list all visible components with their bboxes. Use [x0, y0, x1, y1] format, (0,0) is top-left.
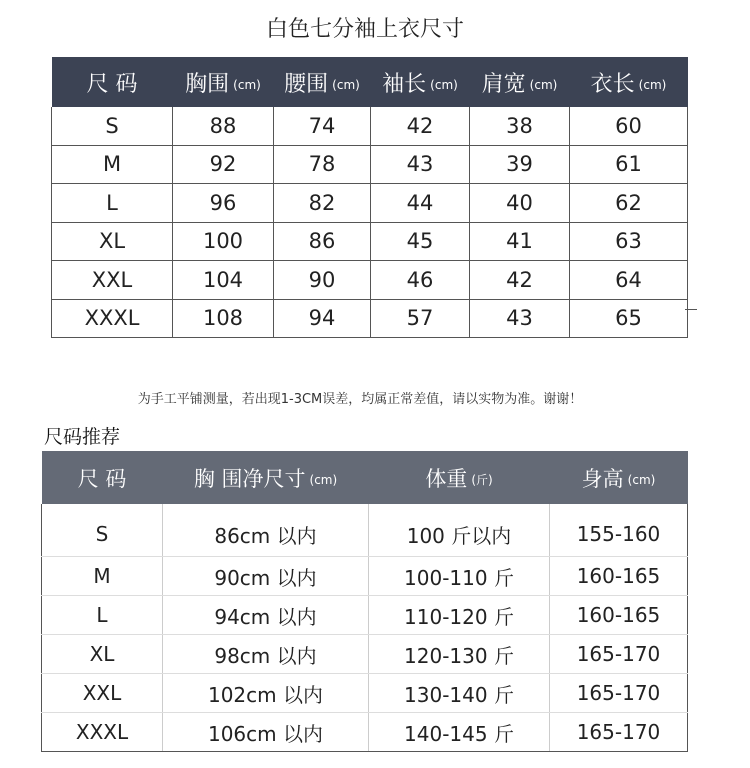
column-unit: (cm) — [627, 472, 656, 487]
table-cell: 100 — [173, 222, 274, 261]
table-cell: 94cm 以内 — [163, 596, 369, 635]
table-row — [42, 596, 688, 635]
table-cell: 64 — [570, 261, 688, 300]
table-cell: 41 — [470, 222, 570, 261]
table-cell: 40 — [470, 184, 570, 223]
column-header-label: 袖长 — [382, 71, 427, 97]
table-cell: 165-170 — [550, 635, 688, 674]
table-cell: 86cm 以内 — [163, 504, 369, 557]
table-cell: 106cm 以内 — [163, 713, 369, 752]
table-cell: 63 — [570, 222, 688, 261]
table-cell: 42 — [371, 107, 470, 145]
size-recommendation-table — [41, 451, 688, 752]
table-cell: 90cm 以内 — [163, 557, 369, 596]
column-unit: (cm) — [529, 77, 558, 92]
column-header-label: 尺 码 — [77, 466, 127, 491]
table-cell: 92 — [173, 145, 274, 184]
table-row — [52, 222, 688, 261]
table-cell: 43 — [371, 145, 470, 184]
column-header — [274, 57, 371, 107]
table-cell: 38 — [470, 107, 570, 145]
table-row — [52, 299, 688, 338]
column-unit: (cm) — [309, 472, 338, 487]
table-row — [42, 674, 688, 713]
table-cell: 57 — [371, 299, 470, 338]
table-cell: L — [52, 184, 173, 223]
table-cell: 100 斤以内 — [369, 504, 550, 557]
column-header — [42, 451, 163, 504]
measurement-note: 为手工平铺测量，若出现1-3CM误差，均属正常差值，请以实物为准。谢谢！ — [137, 392, 583, 407]
table-cell: 65 — [570, 299, 688, 338]
column-unit: (cm) — [430, 77, 458, 92]
column-unit: (cm) — [332, 77, 360, 92]
table-cell: XXL — [52, 261, 173, 300]
table-cell: 88 — [173, 107, 274, 145]
column-header — [163, 451, 369, 504]
column-header-label: 体重 — [425, 466, 468, 491]
column-header-label: 尺 码 — [86, 71, 138, 97]
column-header — [173, 57, 274, 107]
table-cell: M — [52, 145, 173, 184]
table-row — [42, 635, 688, 674]
table-cell: XL — [52, 222, 173, 261]
size-recommendation-title: 尺码推荐 — [44, 426, 121, 448]
table-cell: 44 — [371, 184, 470, 223]
table-cell: 78 — [274, 145, 371, 184]
table-cell: 96 — [173, 184, 274, 223]
table-row — [42, 557, 688, 596]
column-header-label: 身高 — [581, 466, 624, 491]
column-header — [371, 57, 470, 107]
table-cell: S — [42, 504, 163, 557]
table-cell: 160-165 — [550, 596, 688, 635]
column-header — [550, 451, 688, 504]
table-cell: 46 — [371, 261, 470, 300]
table-cell: 39 — [470, 145, 570, 184]
table-cell: 155-160 — [550, 504, 688, 557]
table-row — [52, 261, 688, 300]
table-cell: 42 — [470, 261, 570, 300]
table-header-row — [52, 57, 688, 107]
table-row — [52, 145, 688, 184]
table-cell: 110-120 斤 — [369, 596, 550, 635]
table-row — [52, 107, 688, 145]
table-cell: XL — [42, 635, 163, 674]
table-cell: 74 — [274, 107, 371, 145]
column-header-label: 衣长 — [590, 71, 635, 97]
row-divider-extension — [685, 309, 697, 310]
column-unit: (cm) — [233, 77, 261, 92]
table-cell: 45 — [371, 222, 470, 261]
table-cell: XXXL — [52, 299, 173, 338]
table-cell: 61 — [570, 145, 688, 184]
table-cell: 165-170 — [550, 713, 688, 752]
table-cell: 98cm 以内 — [163, 635, 369, 674]
table-cell: 140-145 斤 — [369, 713, 550, 752]
table-cell: L — [42, 596, 163, 635]
table-cell: 104 — [173, 261, 274, 300]
table-cell: 102cm 以内 — [163, 674, 369, 713]
column-unit: (斤) — [471, 473, 493, 487]
table-cell: 60 — [570, 107, 688, 145]
table-cell: S — [52, 107, 173, 145]
column-unit: (cm) — [638, 77, 667, 92]
table-row — [42, 504, 688, 557]
table-cell: XXXL — [42, 713, 163, 752]
table-cell: 130-140 斤 — [369, 674, 550, 713]
table-header-row — [42, 451, 688, 504]
table-cell: 86 — [274, 222, 371, 261]
table-cell: 82 — [274, 184, 371, 223]
column-header — [369, 451, 550, 504]
table-cell: 94 — [274, 299, 371, 338]
column-header-label: 肩宽 — [481, 71, 526, 97]
table-row — [42, 713, 688, 752]
table-cell: XXL — [42, 674, 163, 713]
garment-size-table — [51, 57, 688, 338]
column-header — [570, 57, 688, 107]
table-cell: 160-165 — [550, 557, 688, 596]
table-cell: 108 — [173, 299, 274, 338]
size-chart-title: 白色七分袖上衣尺寸 — [265, 17, 464, 42]
column-header-label: 胸围 — [185, 71, 230, 97]
table-cell: 100-110 斤 — [369, 557, 550, 596]
column-header — [52, 57, 173, 107]
column-header — [470, 57, 570, 107]
table-cell: 90 — [274, 261, 371, 300]
table-cell: 165-170 — [550, 674, 688, 713]
column-header-label: 胸 围净尺寸 — [193, 466, 306, 491]
table-row — [52, 184, 688, 223]
table-cell: M — [42, 557, 163, 596]
column-header-label: 腰围 — [284, 71, 329, 97]
table-cell: 43 — [470, 299, 570, 338]
table-cell: 120-130 斤 — [369, 635, 550, 674]
table-cell: 62 — [570, 184, 688, 223]
